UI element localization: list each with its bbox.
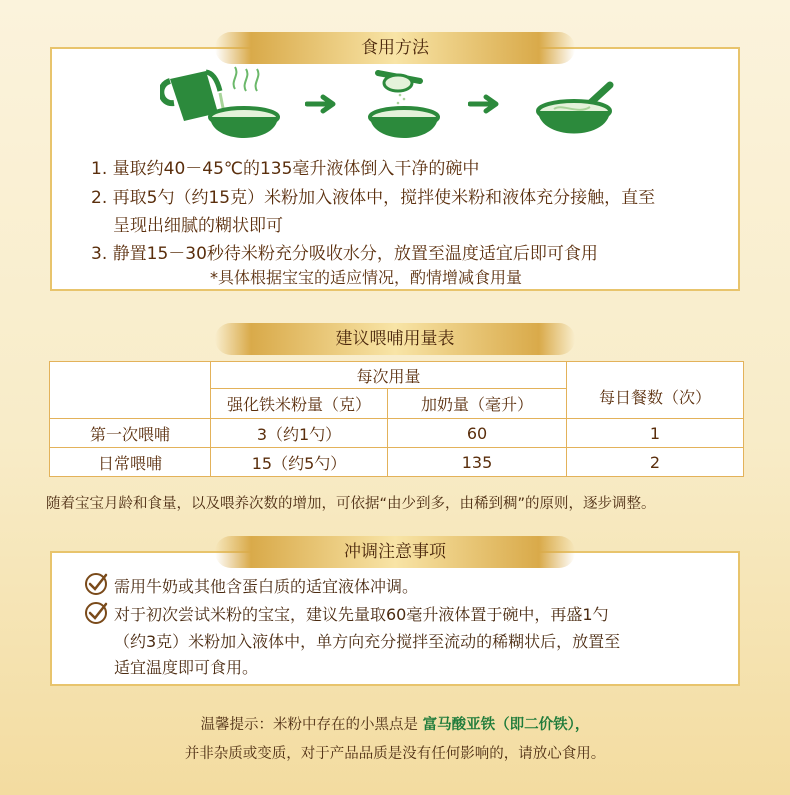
milk-header: 加奶量（毫升） bbox=[388, 389, 567, 419]
step-2: 2. 再取5勺（约15克）米粉加入液体中，搅拌使米粉和液体充分接触，直至 bbox=[91, 188, 656, 208]
rice-cell: 3（约1勺） bbox=[211, 419, 388, 448]
rice-cell: 15（约5勺） bbox=[211, 448, 388, 477]
rice-header: 强化铁米粉量（克） bbox=[211, 389, 388, 419]
tip-highlight: 富马酸亚铁（即二价铁）， bbox=[422, 717, 590, 733]
step-3: 3. 静置15－30秒待米粉充分吸收水分，放置至温度适宜后即可食用 bbox=[91, 244, 598, 264]
usage-panel bbox=[50, 38, 740, 291]
table-corner bbox=[50, 362, 211, 419]
check-icon bbox=[84, 601, 108, 625]
stirring-bowl-icon bbox=[528, 71, 628, 151]
table-row bbox=[50, 448, 744, 477]
step-1: 1. 量取约40－45℃的135毫升液体倒入干净的碗中 bbox=[91, 159, 480, 179]
schedule-title: 建议喂哺用量表 bbox=[215, 323, 575, 355]
daily-header: 每日餐数（次） bbox=[567, 362, 744, 419]
pitcher-pouring-icon bbox=[160, 61, 290, 151]
schedule-note: 随着宝宝月龄和食量，以及喂养次数的增加，可依据“由少到多，由稀到稠”的原则，逐步调整。 bbox=[46, 496, 656, 512]
check-icon bbox=[84, 572, 108, 596]
milk-cell: 135 bbox=[388, 448, 567, 477]
step-2-cont: 呈现出细腻的糊状即可 bbox=[113, 216, 283, 236]
arrow-right-icon bbox=[468, 94, 504, 114]
tip-prefix: 温馨提示：米粉中存在的小黑点是 bbox=[200, 717, 423, 733]
caution-1: 需用牛奶或其他含蛋白质的适宜液体冲调。 bbox=[114, 577, 419, 596]
row-label: 第一次喂哺 bbox=[50, 419, 211, 448]
caution-2-line-3: 适宜温度即可食用。 bbox=[114, 658, 259, 677]
per-meal-header: 每次用量 bbox=[211, 362, 567, 389]
usage-footnote: *具体根据宝宝的适应情况，酌情增减食用量 bbox=[210, 268, 523, 287]
daily-cell: 1 bbox=[567, 419, 744, 448]
arrow-right-icon bbox=[305, 94, 341, 114]
cautions-panel bbox=[50, 542, 740, 686]
feeding-table bbox=[49, 361, 744, 477]
caution-2-line-1: 对于初次尝试米粉的宝宝，建议先量取60毫升液体置于碗中，再盛1勺 bbox=[114, 605, 609, 624]
row-label: 日常喂哺 bbox=[50, 448, 211, 477]
table-row bbox=[50, 419, 744, 448]
spoon-scoop-icon bbox=[360, 61, 450, 151]
tip-line-1 bbox=[0, 713, 790, 734]
cautions-title: 冲调注意事项 bbox=[215, 536, 575, 568]
daily-cell: 2 bbox=[567, 448, 744, 477]
tip-line-2: 并非杂质或变质，对于产品品质是没有任何影响的，请放心食用。 bbox=[184, 746, 606, 762]
usage-title: 食用方法 bbox=[215, 32, 575, 64]
caution-2-line-2: （约3克）米粉加入液体中，单方向充分搅拌至流动的稀糊状后，放置至 bbox=[114, 632, 621, 651]
milk-cell: 60 bbox=[388, 419, 567, 448]
